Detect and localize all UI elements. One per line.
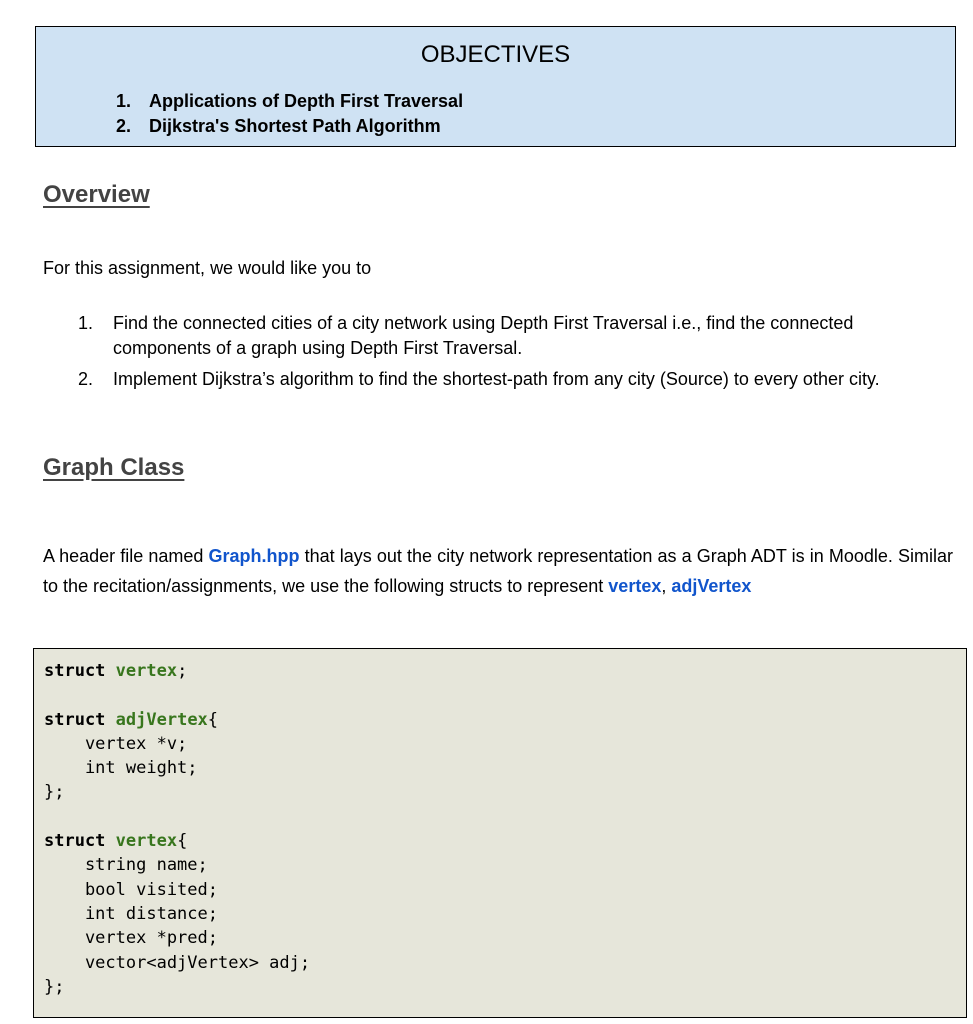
objective-text: Applications of Depth First Traversal [149, 91, 464, 111]
overview-heading: Overview [43, 181, 150, 208]
objective-number: 2. [116, 116, 132, 136]
code-line-blank [44, 805, 966, 829]
overview-item [78, 311, 938, 361]
code-keyword: struct [44, 831, 106, 852]
paragraph-text: A header file named [43, 546, 209, 566]
code-text: { [207, 709, 219, 730]
objective-item [116, 89, 463, 114]
code-type: adjVertex [115, 709, 208, 730]
code-block [33, 648, 967, 1018]
overview-item-number: 1. [78, 313, 94, 333]
code-line: int weight; [44, 758, 198, 779]
code-keyword: struct [44, 661, 106, 681]
code-line: bool visited; [44, 879, 218, 900]
overview-intro: For this assignment, we would like you to [43, 258, 372, 278]
objective-text: Dijkstra's Shortest Path Algorithm [149, 116, 441, 136]
objectives-title: OBJECTIVES [420, 41, 571, 68]
code-line: vertex *v; [44, 733, 188, 754]
file-name: Graph.hpp [208, 546, 300, 566]
paragraph-text: that lays out the city network representation as a Graph ADT is in Moodle. Similar to the recitation/assignments, we use the following structs to represent [43, 546, 953, 596]
objectives-list [116, 89, 463, 139]
term-adjvertex: adjVertex [671, 576, 752, 596]
overview-item [78, 367, 938, 392]
overview-item-number: 2. [78, 369, 94, 389]
code-line [44, 829, 966, 853]
code-line: vector<adjVertex> adj; [44, 952, 311, 973]
graph-class-paragraph [43, 541, 953, 601]
separator: , [661, 576, 672, 596]
overview-item-text: Implement Dijkstra’s algorithm to find the shortest-path from any city (Source) to every other city. [113, 369, 880, 389]
objective-number: 1. [116, 91, 132, 111]
term-vertex: vertex [608, 576, 662, 596]
objective-item [116, 114, 463, 139]
objectives-box [35, 26, 956, 147]
code-keyword: struct [44, 709, 106, 730]
code-text: ; [177, 661, 188, 681]
graph-class-heading: Graph Class [43, 454, 185, 481]
code-line: int distance; [44, 903, 218, 924]
overview-item-text: Find the connected cities of a city network using Depth First Traversal i.e., find the connected components of a graph using Depth First Traversal. [113, 313, 854, 358]
overview-list [78, 311, 938, 398]
code-line: }; [44, 782, 65, 803]
code-line: }; [44, 976, 65, 997]
code-type: vertex [115, 661, 178, 681]
code-text: { [177, 831, 188, 852]
code-type: vertex [115, 831, 178, 852]
code-line: vertex *pred; [44, 928, 218, 949]
code-line [44, 659, 966, 683]
code-line [44, 708, 966, 732]
code-line: string name; [44, 855, 208, 876]
code-line-blank [44, 683, 966, 707]
